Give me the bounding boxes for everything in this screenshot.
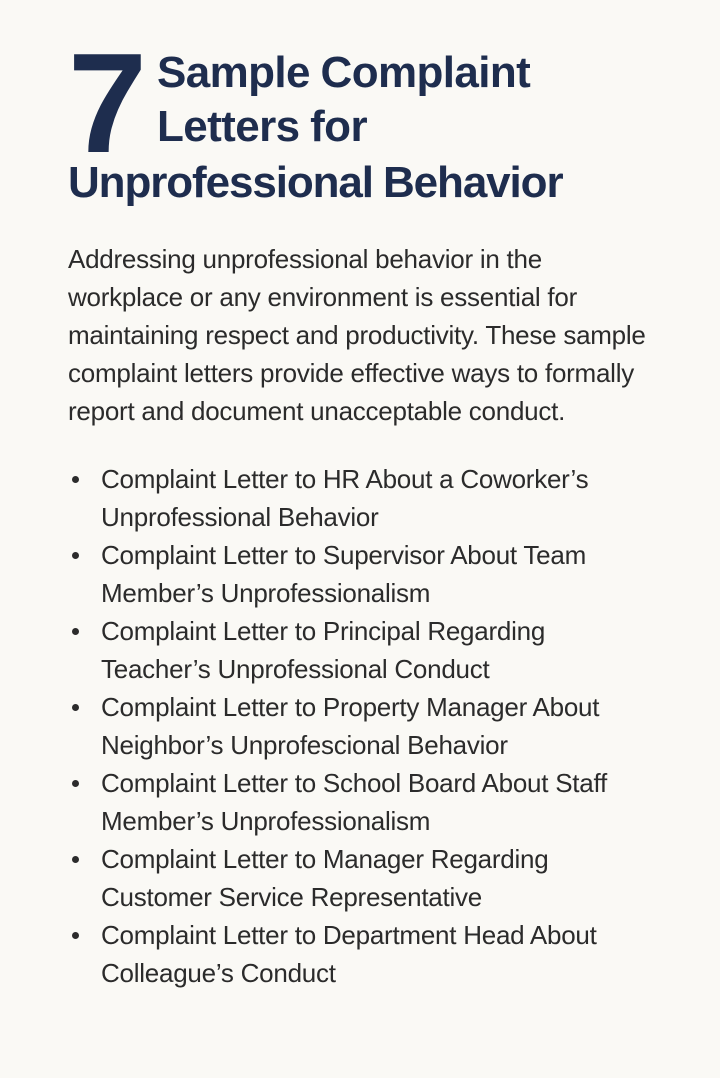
bullet-icon	[72, 476, 79, 483]
list-item-label: Complaint Letter to Supervisor About Team Member’s Unprofessionalism	[101, 540, 586, 608]
list-item-label: Complaint Letter to Manager Regarding Customer Service Representative	[101, 844, 549, 912]
title-line-1: Sample Complaint	[156, 48, 531, 97]
bullet-icon	[72, 704, 79, 711]
bullet-icon	[72, 628, 79, 635]
title-line-2: Letters for	[156, 102, 367, 151]
list-item	[72, 460, 660, 536]
list-item-label: Complaint Letter to Principal Regarding Teacher’s Unprofessional Conduct	[101, 616, 546, 684]
title-line-3: Unprofessional Behavior	[68, 158, 563, 207]
intro-paragraph: Addressing unprofessional behavior in the workplace or any environment is essential for maintaining respect and productivity. These sample complaint letters provide effective ways to formally report and document unacceptable conduct.	[68, 244, 646, 426]
list-item-label: Complaint Letter to HR About a Coworker’s Unprofessional Behavior	[101, 464, 589, 532]
list-item-label: Complaint Letter to School Board About Staff Member’s Unprofessionalism	[101, 768, 607, 836]
bullet-icon	[72, 932, 79, 939]
list-item	[72, 688, 660, 764]
title-text	[68, 24, 660, 210]
list-item	[72, 916, 660, 992]
bullet-icon	[72, 780, 79, 787]
letter-list	[68, 460, 660, 992]
bullet-icon	[72, 552, 79, 559]
list-item-label: Complaint Letter to Property Manager About Neighbor’s Unprofescional Behavior	[101, 692, 600, 760]
list-item	[72, 536, 660, 612]
list-item-label: Complaint Letter to Department Head About Colleague’s Conduct	[101, 920, 597, 988]
list-item	[72, 612, 660, 688]
page-title	[68, 0, 660, 210]
bullet-icon	[72, 856, 79, 863]
list-item	[72, 840, 660, 916]
title-number-dropcap: 7	[68, 24, 143, 183]
list-item	[72, 764, 660, 840]
